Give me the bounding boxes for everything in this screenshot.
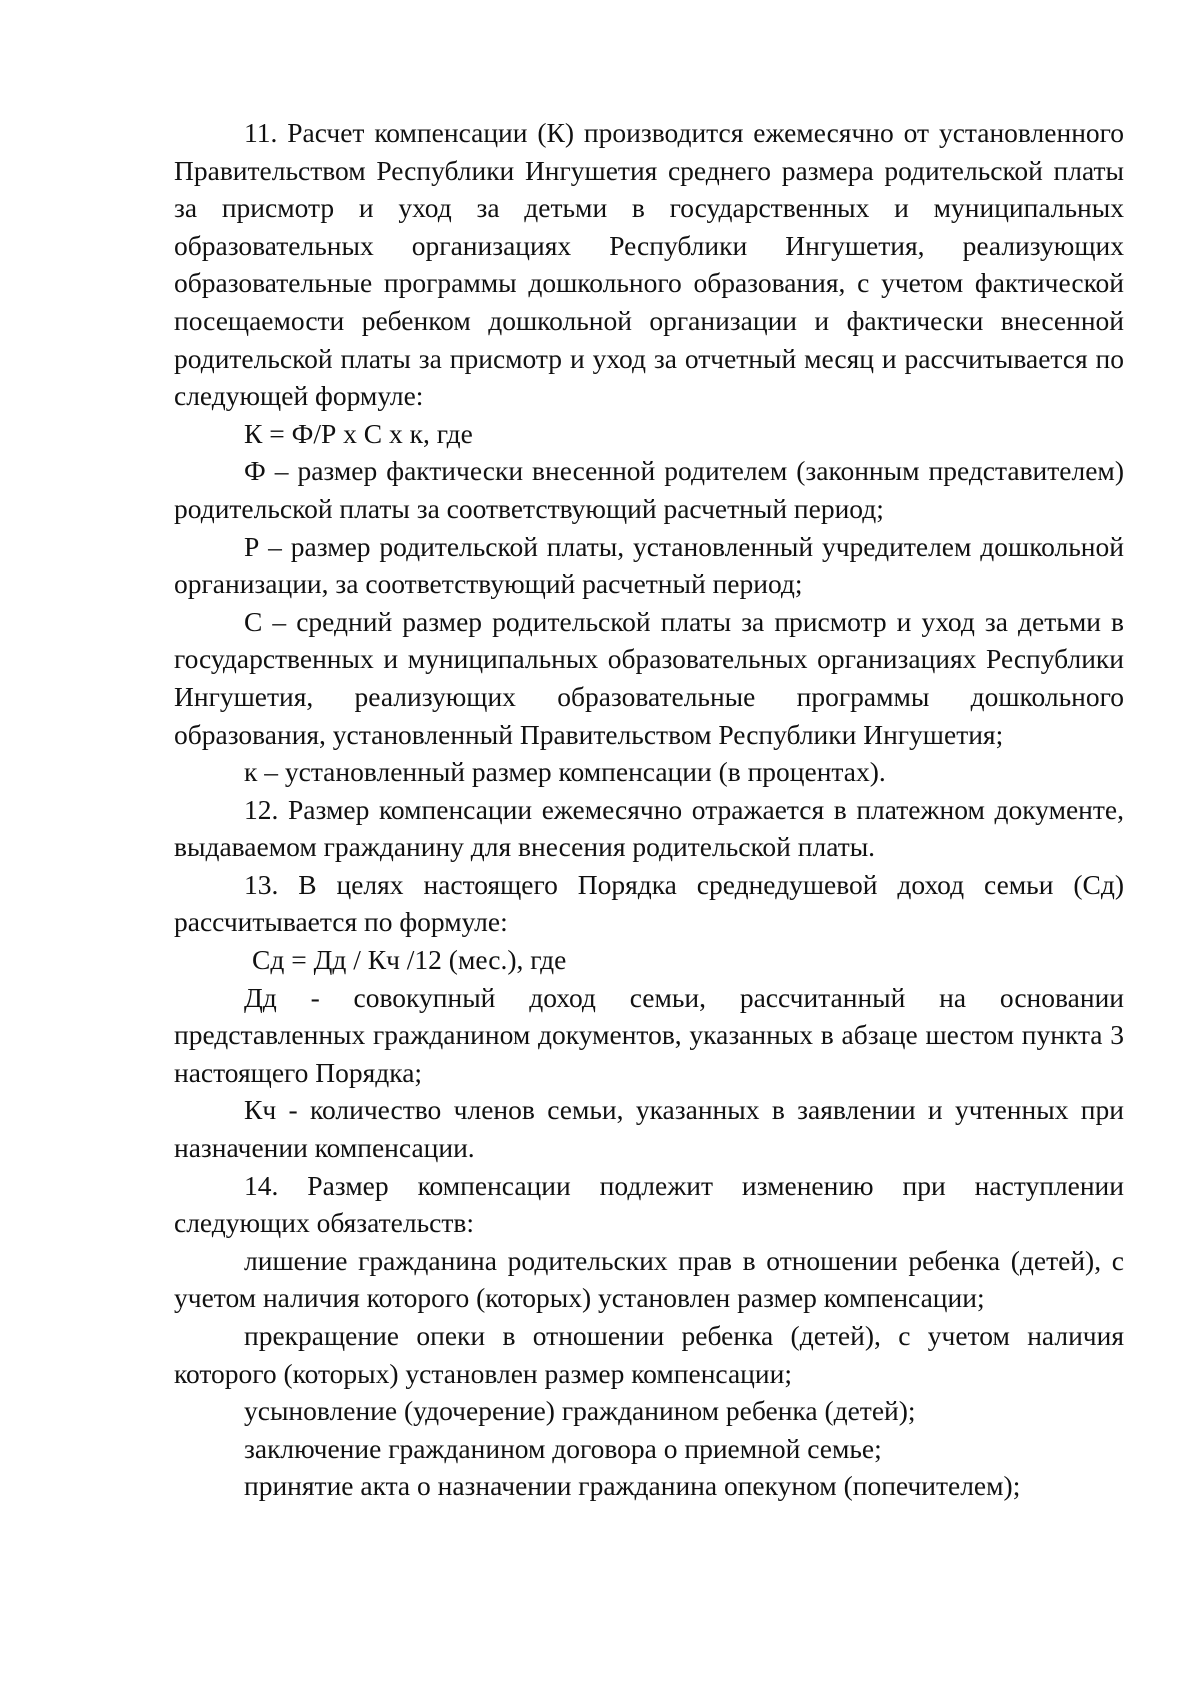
definition-kch: Кч - количество членов семьи, указанных в заявлении и учтенных при назначении компенсации. xyxy=(174,1094,1124,1164)
definition-dd: Дд - совокупный доход семьи, рассчитанный на основании представленных гражданином документов, указанных в абзаце шестом пункта 3 настоящего Порядка; xyxy=(174,981,1124,1088)
paragraph-14: 14. Размер компенсации подлежит изменению при наступлении следующих обязательств: xyxy=(174,1169,1124,1239)
paragraph-11-calculation: 11. Расчет компенсации (К) производится ежемесячно от установленного Правительством Республики Ингушетия среднего размера родительской платы за присмотр и уход за детьми в государственных и муниципальных образовательных организациях Республики Ингушетия, реализующих образовательные программы дошкольного образования, с учетом фактической посещаемости ребенком дошкольной организации и фактически внесенной родительской платы за присмотр и уход за отчетный месяц и рассчитывается по следующей формуле: xyxy=(174,117,1124,412)
definition-f: Ф – размер фактически внесенной родителем (законным представителем) родительской платы за соответствующий расчетный период; xyxy=(174,455,1124,524)
paragraph-13: 13. В целях настоящего Порядка среднедушевой доход семьи (Сд) рассчитывается по формуле: xyxy=(174,868,1124,938)
list-item-guardian-appointment: принятие акта о назначении гражданина опекуном (попечителем); xyxy=(244,1470,1021,1502)
document-page xyxy=(174,114,1124,1505)
definition-k: к – установленный размер компенсации (в процентах). xyxy=(244,756,886,788)
definition-c: С – средний размер родительской платы за присмотр и уход за детьми в государственных и муниципальных образовательных организациях Республики Ингушетия, реализующих образовательные программы дошкольного образования, установленный Правительством Республики Ингушетия; xyxy=(174,605,1124,750)
formula-income: Сд = Дд / Кч /12 (мес.), где xyxy=(252,944,567,976)
definition-r: Р – размер родительской платы, установленный учредителем дошкольной организации, за соответствующий расчетный период; xyxy=(174,530,1124,600)
paragraph-12: 12. Размер компенсации ежемесячно отражается в платежном документе, выдаваемом гражданину для внесения родительской платы. xyxy=(174,793,1124,863)
list-item-deprivation: лишение гражданина родительских прав в отношении ребенка (детей), с учетом наличия которого (которых) установлен размер компенсации; xyxy=(174,1244,1124,1314)
list-item-guardianship-end: прекращение опеки в отношении ребенка (детей), с учетом наличия которого (которых) установлен размер компенсации; xyxy=(174,1320,1124,1389)
formula-compensation: К = Ф/Р х С х к, где xyxy=(244,417,473,449)
list-item-foster-contract: заключение гражданином договора о приемной семье; xyxy=(244,1432,882,1464)
list-item-adoption: усыновление (удочерение) гражданином ребенка (детей); xyxy=(244,1395,916,1427)
